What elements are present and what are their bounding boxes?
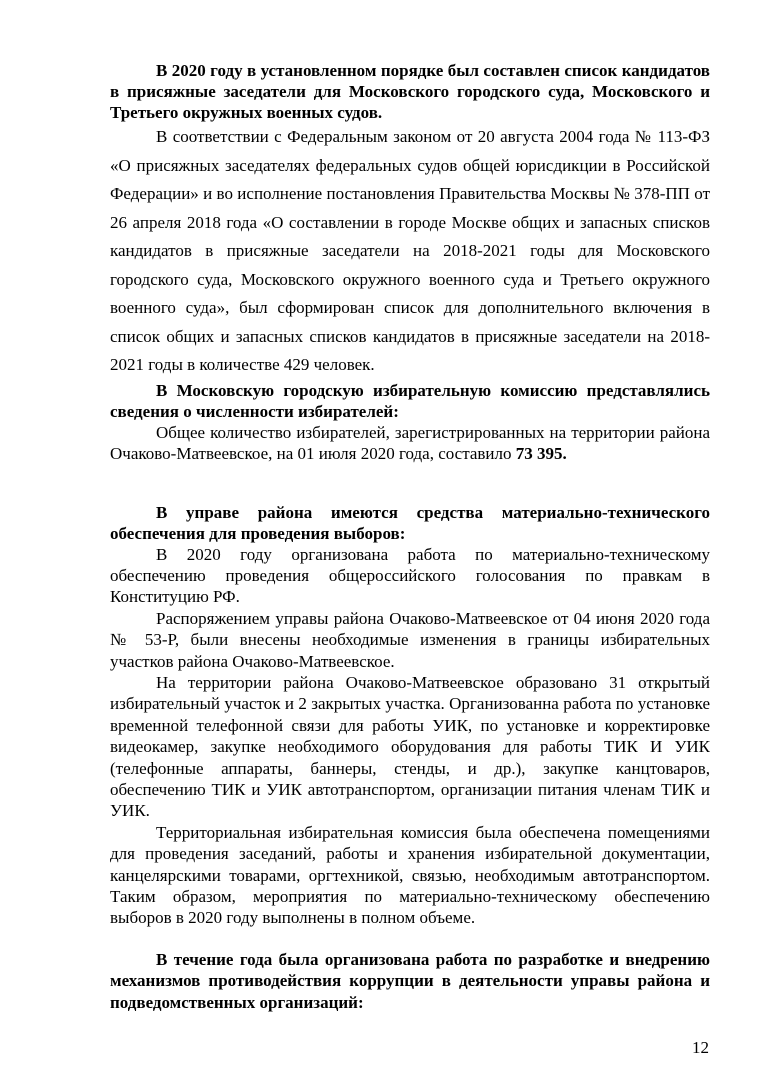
page-number: 12 [692, 1038, 709, 1057]
paragraph-precinct-boundaries: Распоряжением управы района Очаково-Матвеевское от 04 июня 2020 года № 53-Р, были внесены необходимые изменения в границы избирательных участков района Очаково-Матвеевское. [110, 608, 710, 671]
paragraph-commission-support: Территориальная избирательная комиссия была обеспечена помещениями для проведения заседаний, работы и хранения избирательной документации, канцелярскими товарами, оргтехникой, связью, необходимым автотранспортом. Таким образом, мероприятия по материально-техническому обеспечению выборов в 2020 году выполнены в полном объеме. [110, 822, 710, 928]
paragraph-precincts: На территории района Очаково-Матвеевское образовано 31 открытый избирательный участок и 2 закрытых участка. Организованна работа по установке временной телефонной связи для работы УИК, по установке и корректировке видеокамер, закупке необходимого оборудования для работы ТИК И УИК (телефонные аппараты, баннеры, стенды, и др.), закупке канцтоваров, обеспечению ТИК и УИК автотранспортом, организации питания членам ТИК и УИК. [110, 672, 710, 821]
voters-count-text: Общее количество избирателей, зарегистрированных на территории района Очаково-Матвеевское, на 01 июля 2020 года, составило [110, 422, 710, 463]
section-heading-anticorruption: В течение года была организована работа по разработке и внедрению механизмов противодействия коррупции в деятельности управы района и подведомственных организаций: [110, 949, 710, 1012]
voters-count-value: 73 395. [515, 443, 567, 463]
paragraph-voters-count [110, 422, 710, 464]
paragraph-jurors-list: В соответствии с Федеральным законом от 20 августа 2004 года № 113-ФЗ «О присяжных заседателях федеральных судов общей юрисдикции в Российской Федерации» и во исполнение постановления Правительства Москвы № 378-ПП от 26 апреля 2018 года «О составлении в городе Москве общих и запасных списков кандидатов в присяжные заседатели на 2018-2021 годы для Московского городского суда, Московского окружного военного суда и Третьего окружного военного суда», был сформирован список для дополнительного включения в список общих и запасных списков кандидатов в присяжные заседатели на 2018-2021 годы в количестве 429 человек. [110, 127, 710, 374]
section-heading-voters: В Московскую городскую избирательную комиссию представлялись сведения о численности избирателей: [110, 380, 710, 421]
paragraph-voting-organization: В 2020 году организована работа по материально-техническому обеспечению проведения общероссийского голосования по правкам в Конституцию РФ. [110, 544, 710, 607]
section-heading-jurors: В 2020 году в установленном порядке был составлен список кандидатов в присяжные заседатели для Московского городского суда, Московского и Третьего окружных военных судов. [110, 61, 710, 122]
document-body [110, 60, 710, 1013]
section-heading-election-equipment: В управе района имеются средства материально-технического обеспечения для проведения выборов: [110, 502, 710, 543]
